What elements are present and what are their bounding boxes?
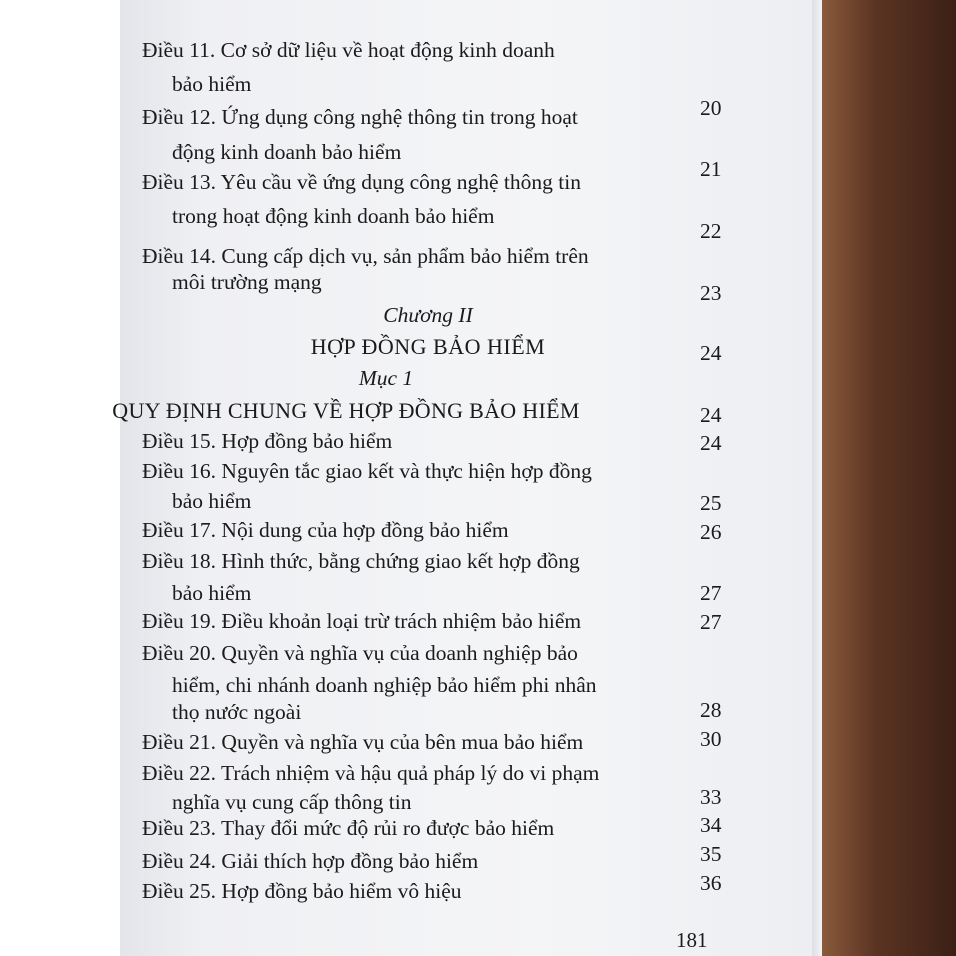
toc-page-number: 27 bbox=[700, 610, 722, 634]
toc-entry-12 bbox=[142, 104, 714, 130]
toc-entry-20 bbox=[142, 640, 714, 666]
toc-page-number: 23 bbox=[700, 281, 722, 305]
toc-entry-title: Điều 17. Nội dung của hợp đồng bảo hiểm bbox=[142, 518, 509, 542]
toc-entry-24 bbox=[142, 848, 714, 874]
chapter-label: Chương II bbox=[383, 303, 473, 327]
toc-page-number: 22 bbox=[700, 219, 722, 243]
toc-entry-title: Điều 25. Hợp đồng bảo hiểm vô hiệu bbox=[142, 879, 462, 903]
toc-entry-title: Điều 24. Giải thích hợp đồng bảo hiểm bbox=[142, 849, 479, 873]
toc-entry-14 bbox=[142, 243, 714, 269]
toc-entry-11 bbox=[142, 37, 714, 63]
toc-entry-17 bbox=[142, 517, 714, 543]
toc-page-number: 33 bbox=[700, 785, 722, 809]
toc-entry-title: Điều 19. Điều khoản loại trừ trách nhiệm bảo hiểm bbox=[142, 609, 582, 633]
toc-page-number: 24 bbox=[700, 431, 722, 455]
toc-page-number: 24 bbox=[700, 403, 722, 427]
toc-entry-continuation: nghĩa vụ cung cấp thông tin bbox=[172, 790, 412, 814]
toc-page-number: 28 bbox=[700, 698, 722, 722]
toc-entry-continuation: động kinh doanh bảo hiểm bbox=[172, 140, 402, 164]
chapter-title: HỢP ĐỒNG BẢO HIỂM bbox=[310, 334, 546, 359]
toc-entry-continuation: trong hoạt động kinh doanh bảo hiểm bbox=[172, 204, 495, 228]
toc-entry-title: Điều 16. Nguyên tắc giao kết và thực hiện hợp đồng bbox=[142, 459, 592, 483]
toc-entry-title: Điều 21. Quyền và nghĩa vụ của bên mua bảo hiểm bbox=[142, 730, 584, 754]
section-title: QUY ĐỊNH CHUNG VỀ HỢP ĐỒNG BẢO HIỂM bbox=[112, 398, 580, 423]
background-right bbox=[822, 0, 956, 956]
section-label: Mục 1 bbox=[358, 366, 414, 390]
toc-page-number: 36 bbox=[700, 871, 722, 895]
toc-entry-18 bbox=[142, 548, 714, 574]
toc-page-number: 20 bbox=[700, 96, 722, 120]
toc-entry-title: Điều 13. Yêu cầu về ứng dụng công nghệ thông tin bbox=[142, 170, 581, 194]
toc-entry-title: Điều 23. Thay đổi mức độ rủi ro được bảo hiểm bbox=[142, 816, 555, 840]
toc-entry-19 bbox=[142, 608, 714, 634]
toc-entry-title: Điều 20. Quyền và nghĩa vụ của doanh nghiệp bảo bbox=[142, 641, 578, 665]
toc-entry-23 bbox=[142, 815, 714, 841]
toc-page-number: 25 bbox=[700, 491, 722, 515]
page-number: 181 bbox=[676, 928, 708, 952]
toc-entry-continuation: bảo hiểm bbox=[172, 489, 252, 513]
toc-entry-22 bbox=[142, 760, 714, 786]
toc-entry-continuation: môi trường mạng bbox=[172, 270, 322, 294]
toc-entry-25 bbox=[142, 878, 714, 904]
toc-entry-title: Điều 11. Cơ sở dữ liệu về hoạt động kinh doanh bbox=[142, 38, 555, 62]
toc-entry-title: Điều 15. Hợp đồng bảo hiểm bbox=[142, 429, 393, 453]
toc-entry-title: Điều 18. Hình thức, bằng chứng giao kết hợp đồng bbox=[142, 549, 580, 573]
toc-entry-15 bbox=[142, 428, 714, 454]
toc-entry-title: Điều 12. Ứng dụng công nghệ thông tin trong hoạt bbox=[142, 105, 578, 129]
toc-page-number: 26 bbox=[700, 520, 722, 544]
toc-entry-continuation: thọ nước ngoài bbox=[172, 700, 302, 724]
toc-entry-16 bbox=[142, 458, 714, 484]
toc-entry-continuation: bảo hiểm bbox=[172, 72, 252, 96]
toc-page-number: 27 bbox=[700, 581, 722, 605]
toc-page-number: 35 bbox=[700, 842, 722, 866]
toc-entry-continuation: hiểm, chi nhánh doanh nghiệp bảo hiểm phi nhân bbox=[172, 673, 597, 697]
toc-entry-title: Điều 14. Cung cấp dịch vụ, sản phẩm bảo hiểm trên bbox=[142, 244, 589, 268]
toc-entry-continuation: bảo hiểm bbox=[172, 581, 252, 605]
background-left bbox=[0, 0, 120, 956]
toc-entry-title: Điều 22. Trách nhiệm và hậu quả pháp lý do vi phạm bbox=[142, 761, 600, 785]
toc-page-number: 30 bbox=[700, 727, 722, 751]
toc-page-number: 24 bbox=[700, 341, 722, 365]
toc-page-number: 21 bbox=[700, 157, 722, 181]
toc-entry-21 bbox=[142, 729, 714, 755]
toc-entry-13 bbox=[142, 169, 714, 195]
toc-page-number: 34 bbox=[700, 813, 722, 837]
